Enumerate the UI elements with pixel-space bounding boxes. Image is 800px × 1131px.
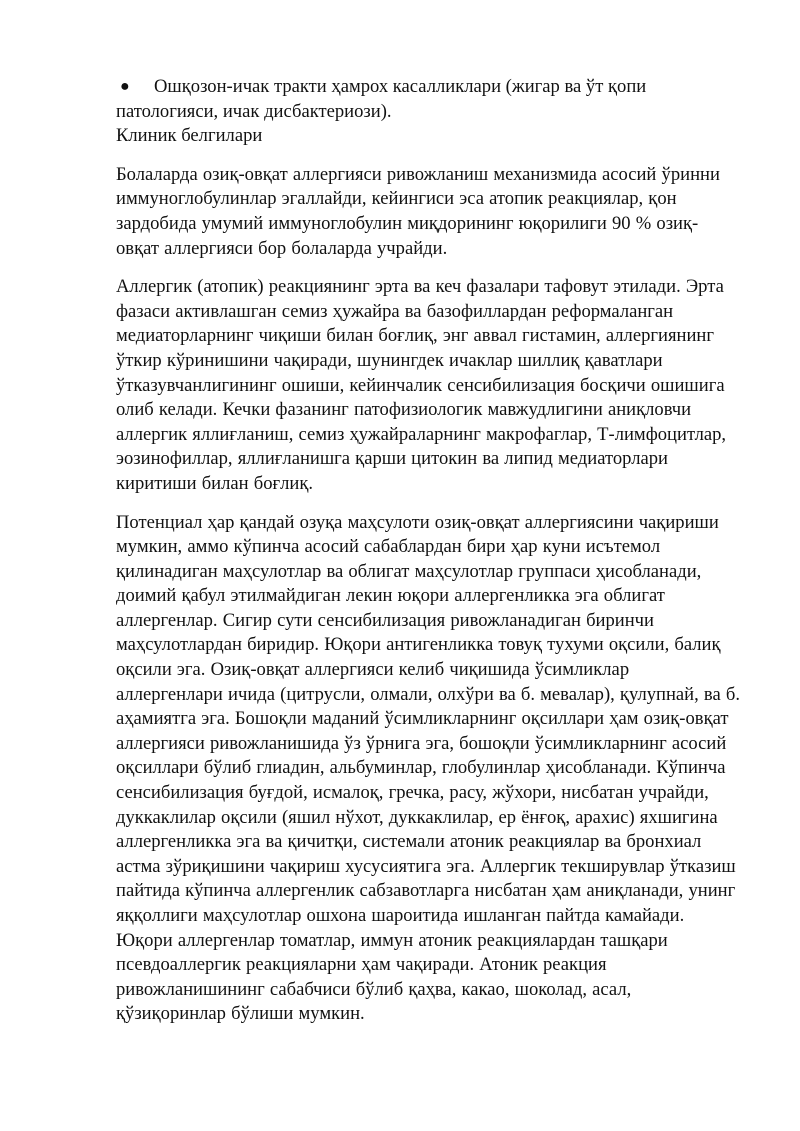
paragraph-line: пайтида кўпинча аллергенлик сабзавотларга нисбатан ҳам аниқланади, унинг [116,880,736,902]
paragraph-line: Юқори аллергенлар томатлар, иммун атоник реакциялардан ташқари [116,929,668,951]
paragraph-line: овқат аллергияси бор болаларда учрайди. [116,237,448,259]
bullet-list-item [116,75,756,124]
paragraph-line: ўткир кўринишини чақиради, шунингдек ичаклар шиллиқ қаватлари [116,349,663,371]
paragraph [116,511,756,1027]
paragraph-line: эозинофиллар, яллиғланишга қарши цитокин ва липид медиаторлари [116,448,668,470]
paragraph-line: доимий қабул этилмайдиган лекин юқори аллергенликка эга облигат [116,585,665,607]
paragraph-line: оқсиллари бўлиб глиадин, альбуминлар, глобулинлар ҳисобланади. Кўпинча [116,757,726,779]
paragraph-line: қилинадиган маҳсулотлар ва облигат маҳсулотлар группаси ҳисобланади, [116,560,702,582]
paragraph-line: аллергенлари ичида (цитрусли, олмали, олхўри ва б. мевалар), қулупнай, ва б. [116,683,740,705]
paragraph-line: аллергик яллиғланиш, семиз ҳужайраларнинг макрофаглар, Т-лимфоцитлар, [116,423,727,445]
paragraph-line: Потенциал ҳар қандай озуқа маҳсулоти озиқ-овқат аллергиясини чақириши [116,511,719,533]
bullet-icon: ● [120,78,130,95]
bullet-text-line: патологияси, ичак дисбактериози). [116,100,392,122]
paragraph [116,163,756,261]
paragraph-line: маҳсулотлардан биридир. Юқори антигенликка товуқ тухуми оқсили, балиқ [116,634,721,656]
paragraph-line: фазаси активлашган семиз ҳужайра ва базофиллардан реформаланган [116,300,674,322]
paragraph-line: аллергияси ривожланишида ўз ўрнига эга, бошоқли ўсимликларнинг асосий [116,732,727,754]
paragraph [116,275,756,496]
paragraph-line: аҳамиятга эга. Бошоқли маданий ўсимликларнинг оқсиллари ҳам озиқ-овқат [116,708,729,730]
bullet-text-line: Ошқозон-ичак тракти ҳамрох касалликлари (жигар ва ўт қопи [154,76,647,97]
paragraph-line: киритиши билан боғлиқ. [116,472,314,494]
paragraph-line: ўтказувчанлигининг ошиши, кейинчалик сенсибилизация босқичи ошишига [116,374,725,396]
paragraph-line: сенсибилизация буғдой, исмалоқ, гречка, расу, жўхори, нисбатан учрайди, [116,782,709,804]
paragraph-line: астма зўриқишини чақириш хусусиятига эга. Аллергик текширувлар ўтказиш [116,855,736,877]
paragraph-line: қўзиқоринлар бўлиши мумкин. [116,1003,365,1025]
paragraph-line: оқсили эга. Озиқ-овқат аллергияси келиб чиқишида ўсимликлар [116,659,630,681]
paragraph-line: Болаларда озиқ-овқат аллергияси ривожланиш механизмида асосий ўринни [116,163,720,185]
paragraph-line: олиб келади. Кечки фазанинг патофизиологик мавжудлигини аниқловчи [116,399,692,421]
section-heading: Клиник белгилари [116,125,263,147]
document-body [116,75,756,1027]
paragraph-line: аллергенлар. Сигир сути сенсибилизация ривожланадиган биринчи [116,609,654,631]
paragraph-line: мумкин, аммо кўпинча асосий сабаблардан бири ҳар куни исътемол [116,536,661,558]
paragraph-line: иммуноглобулинлар эгаллайди, кейингиси эса атопик реакциялар, қон [116,188,677,210]
paragraph-line: медиаторларнинг чиқиши билан боғлиқ, энг аввал гистамин, аллергиянинг [116,325,714,347]
paragraph-line: дуккаклилар оқсили (яшил нўхот, дуккаклилар, ер ёнғоқ, арахис) яхшигина [116,806,718,828]
paragraph-line: Аллергик (атопик) реакциянинг эрта ва кеч фазалари тафовут этилади. Эрта [116,276,724,298]
paragraph-line: ривожланишининг сабабчиси бўлиб қаҳва, какао, шоколад, асал, [116,978,632,1000]
paragraph-line: зардобида умумий иммуноглобулин миқдорининг юқорилиги 90 % озиқ- [116,212,699,234]
paragraph-line: псевдоаллергик реакцияларни ҳам чақиради. Атоник реакция [116,954,607,976]
paragraph-line: яққоллиги маҳсулотлар ошхона шароитида ишланган пайтда камайади. [116,905,685,926]
paragraph-line: аллергенликка эга ва қичитқи, системали атоник реакциялар ва бронхиал [116,831,702,853]
